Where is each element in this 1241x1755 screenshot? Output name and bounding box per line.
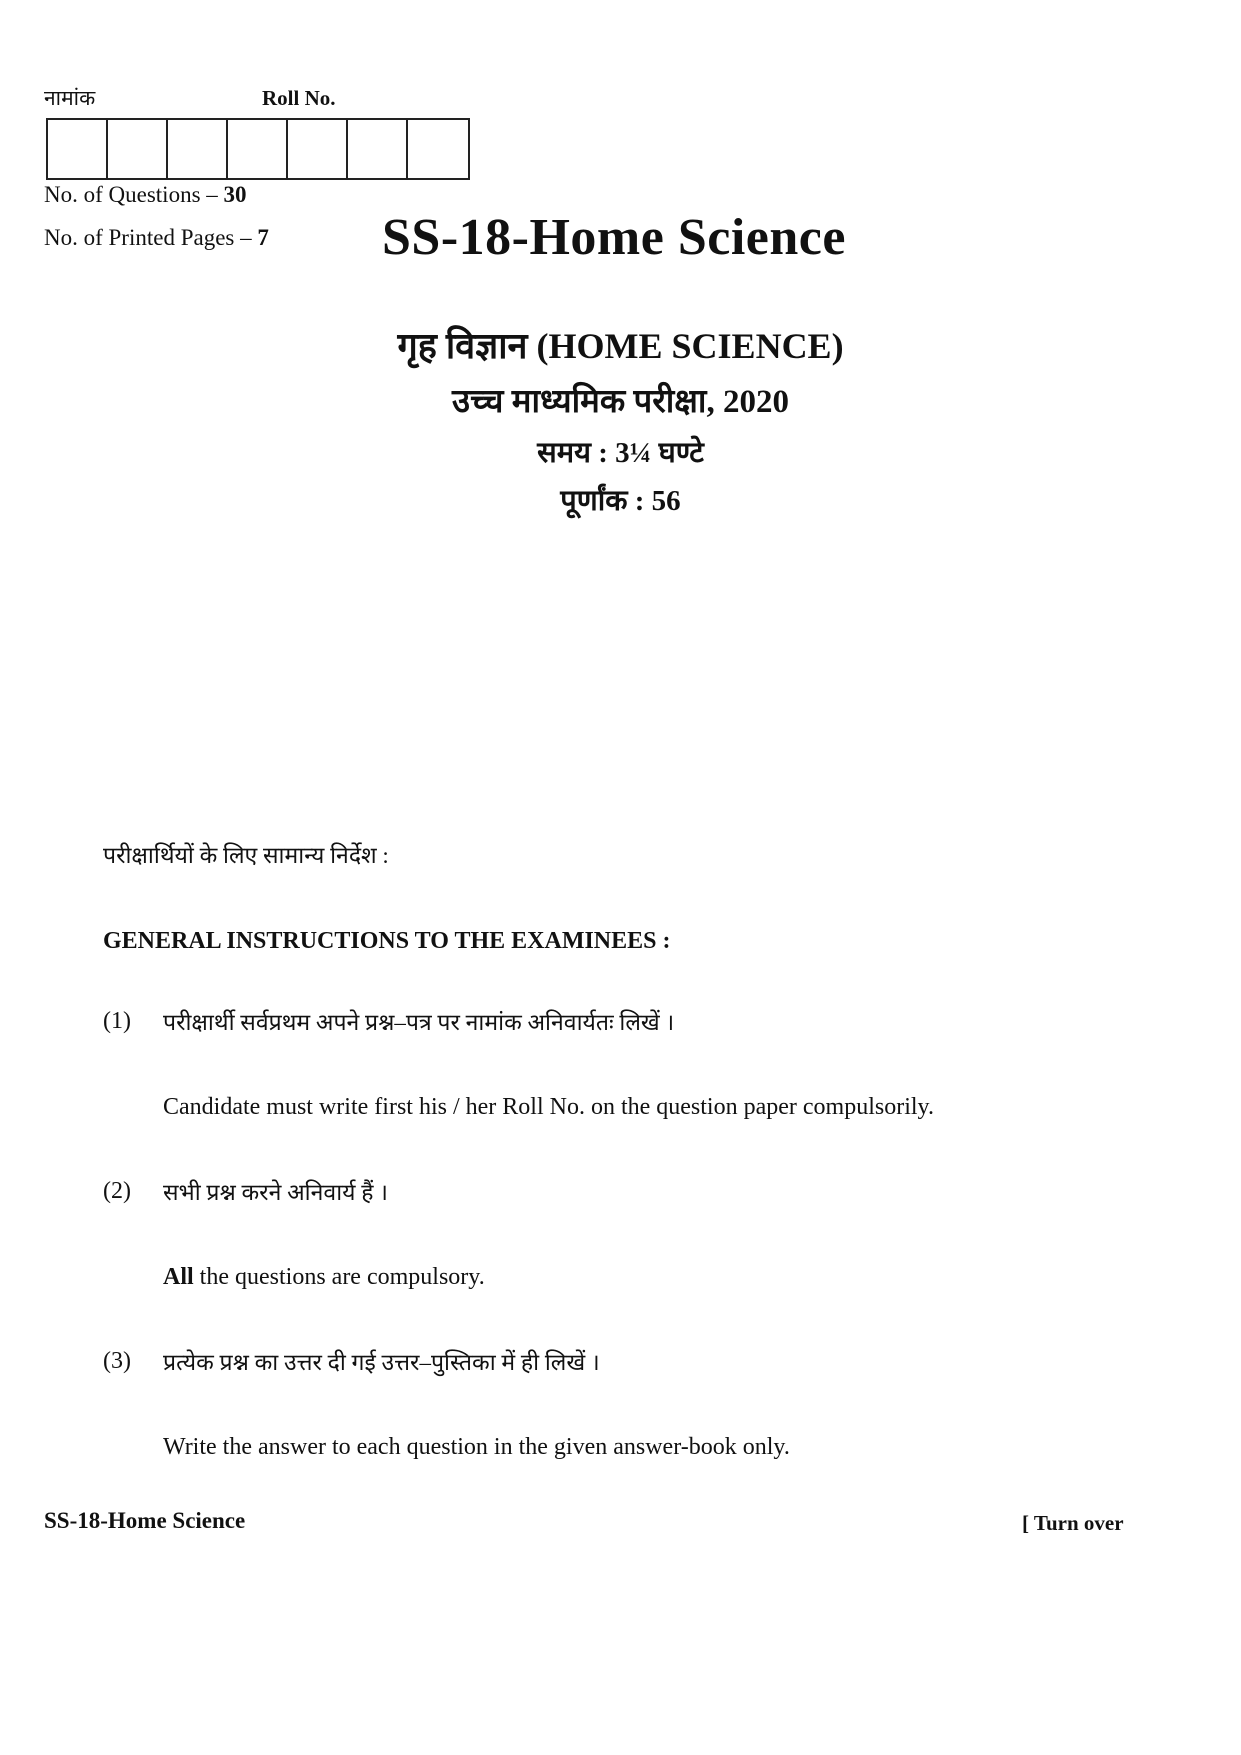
- instruction-english: Candidate must write first his / her Roll No. on the question paper compulsorily.: [163, 1094, 934, 1120]
- roll-digit-box[interactable]: [168, 120, 228, 178]
- roll-digit-box[interactable]: [288, 120, 348, 178]
- instruction-number: (3): [103, 1348, 131, 1374]
- roll-digit-box[interactable]: [108, 120, 168, 178]
- questions-value: 30: [223, 182, 247, 207]
- turn-over-note: [ Turn over: [1022, 1511, 1124, 1535]
- instruction-number: (1): [103, 1008, 131, 1034]
- instruction-english: Write the answer to each question in the given answer-book only.: [163, 1434, 790, 1460]
- roll-number-boxes[interactable]: [46, 118, 470, 180]
- pages-value: 7: [257, 225, 269, 250]
- instruction-english: [163, 1264, 485, 1291]
- roll-digit-box[interactable]: [408, 120, 468, 178]
- footer-paper-code: SS-18-Home Science: [44, 1508, 246, 1533]
- pages-prefix: No. of Printed Pages –: [44, 225, 258, 250]
- instruction-english-bold: All: [163, 1264, 194, 1290]
- instructions-heading-hindi: परीक्षार्थियों के लिए सामान्य निर्देश :: [103, 843, 389, 868]
- paper-code-title: SS-18-Home Science: [382, 209, 846, 266]
- instruction-hindi: परीक्षार्थी सर्वप्रथम अपने प्रश्न–पत्र पर नामांक अनिवार्यतः लिखें ।: [163, 1010, 675, 1035]
- subject-title: गृह विज्ञान (HOME SCIENCE): [397, 326, 844, 366]
- instructions-heading-english: GENERAL INSTRUCTIONS TO THE EXAMINEES :: [103, 928, 671, 954]
- questions-prefix: No. of Questions –: [44, 182, 224, 207]
- printed-pages-count: [44, 225, 269, 251]
- roll-digit-box[interactable]: [228, 120, 288, 178]
- instruction-number: (2): [103, 1178, 131, 1204]
- exam-name: उच्च माध्यमिक परीक्षा, 2020: [452, 384, 789, 420]
- max-marks: पूर्णांक : 56: [560, 485, 681, 517]
- instruction-english-rest: the questions are compulsory.: [193, 1264, 485, 1290]
- roll-digit-box[interactable]: [348, 120, 408, 178]
- exam-time: समय : 3¼ घण्टे: [537, 437, 704, 469]
- questions-count: [44, 182, 247, 208]
- roll-label-hindi: नामांक: [44, 86, 96, 110]
- instruction-hindi: सभी प्रश्न करने अनिवार्य हैं ।: [163, 1180, 388, 1205]
- roll-digit-box[interactable]: [48, 120, 108, 178]
- instruction-hindi: प्रत्येक प्रश्न का उत्तर दी गई उत्तर–पुस्तिका में ही लिखें ।: [163, 1350, 600, 1375]
- roll-label-english: Roll No.: [262, 86, 336, 110]
